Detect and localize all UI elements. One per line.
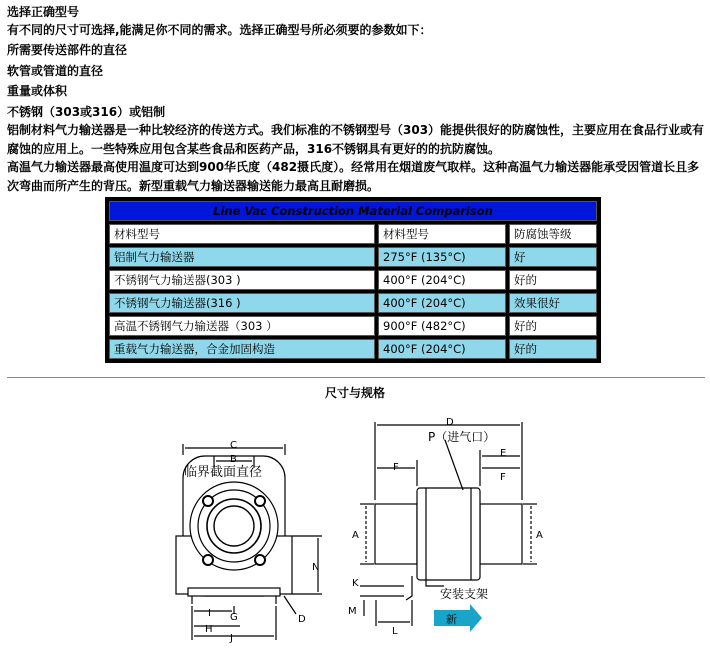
table-cell: 高温不锈钢气力输送器（303 ） (109, 316, 375, 336)
flow-arrow-icon (434, 604, 482, 632)
inlet-port-label: P（进气口） (428, 430, 496, 444)
table-cell: 铝制气力输送器 (109, 247, 375, 267)
label-i: I (208, 608, 211, 619)
section-title: 尺寸与规格 (324, 386, 385, 400)
table-cell: 不锈钢气力输送器(303 ) (109, 270, 375, 290)
table-cell: 重载气力输送器，合金加固构造 (109, 339, 375, 359)
param-4: 不锈钢（303或316）或铝制 (7, 105, 166, 119)
header-cell: 防腐蚀等级 (509, 224, 597, 244)
flow-label: 新 (446, 613, 457, 626)
header-cell: 材料型号 (378, 224, 506, 244)
label-j: J (230, 633, 233, 644)
intro-line: 有不同的尺寸可选择,能满足你不同的需求。选择正确型号所必须要的参数如下： (7, 23, 432, 37)
label-a2: A (536, 530, 543, 541)
table-cell: 400°F (204°C) (378, 293, 506, 313)
label-n: N (312, 562, 320, 573)
label-e: E (500, 448, 507, 459)
side-view (375, 488, 522, 586)
table-row (109, 339, 597, 359)
table-cell: 好的 (509, 339, 597, 359)
param-1: 所需要传送部件的直径 (7, 43, 128, 57)
label-g: G (230, 612, 238, 623)
label-c: C (230, 440, 237, 451)
table-title: Line Vac Construction Material Comparison (109, 201, 597, 221)
table-cell: 好 (509, 247, 597, 267)
label-b: B (230, 454, 237, 465)
label-a1: A (352, 530, 359, 541)
mounting-bracket-label: 安装支架 (440, 587, 489, 601)
label-k: K (352, 578, 359, 589)
paragraph-high-temp: 高温气力输送器最高使用温度可达到900华氏度（482摄氏度）。经常用在烟道废气取样。这种高温气力输送器能承受因管道长且多次弯曲而所产生的背压。新型重载气力输送器输送能力最高且耐磨损。 (7, 160, 700, 193)
critical-diameter-caption: 临界截面直径 (184, 465, 263, 480)
heading: 选择正确型号 (7, 5, 80, 19)
table-cell: 400°F (204°C) (378, 270, 506, 290)
label-m: M (348, 606, 357, 617)
table-cell: 效果很好 (509, 293, 597, 313)
label-d: D (298, 614, 306, 625)
label-h: H (205, 624, 213, 635)
table-row (109, 247, 597, 267)
table-row (109, 293, 597, 313)
table-cell: 好的 (509, 270, 597, 290)
label-f2: F (500, 472, 506, 483)
material-comparison-table (105, 197, 601, 363)
table-cell: 275°F (135°C) (378, 247, 506, 267)
param-3: 重量或体积 (7, 84, 68, 98)
table-cell: 好的 (509, 316, 597, 336)
table-cell: 900°F (482°C) (378, 316, 506, 336)
dimension-drawing (0, 400, 710, 651)
header-cell: 材料型号 (109, 224, 375, 244)
table-cell: 不锈钢气力输送器(316 ) (109, 293, 375, 313)
table-row (109, 270, 597, 290)
label-f1: F (393, 462, 399, 473)
label-l: L (392, 626, 398, 637)
table-cell: 400°F (204°C) (378, 339, 506, 359)
param-2: 软管或管道的直径 (7, 64, 104, 78)
table-row (109, 316, 597, 336)
paragraph-aluminum: 铝制材料气力输送器是一种比较经济的传送方式。我们标准的不锈钢型号（303）能提供很好的防腐蚀性，主要应用在食品行业或有腐蚀的应用上。一些特殊应用包含某些食品和医药产品，316不锈钢具有更好的的抗防腐蚀。 (7, 123, 705, 156)
label-d2: D (446, 417, 454, 428)
divider (7, 377, 705, 378)
